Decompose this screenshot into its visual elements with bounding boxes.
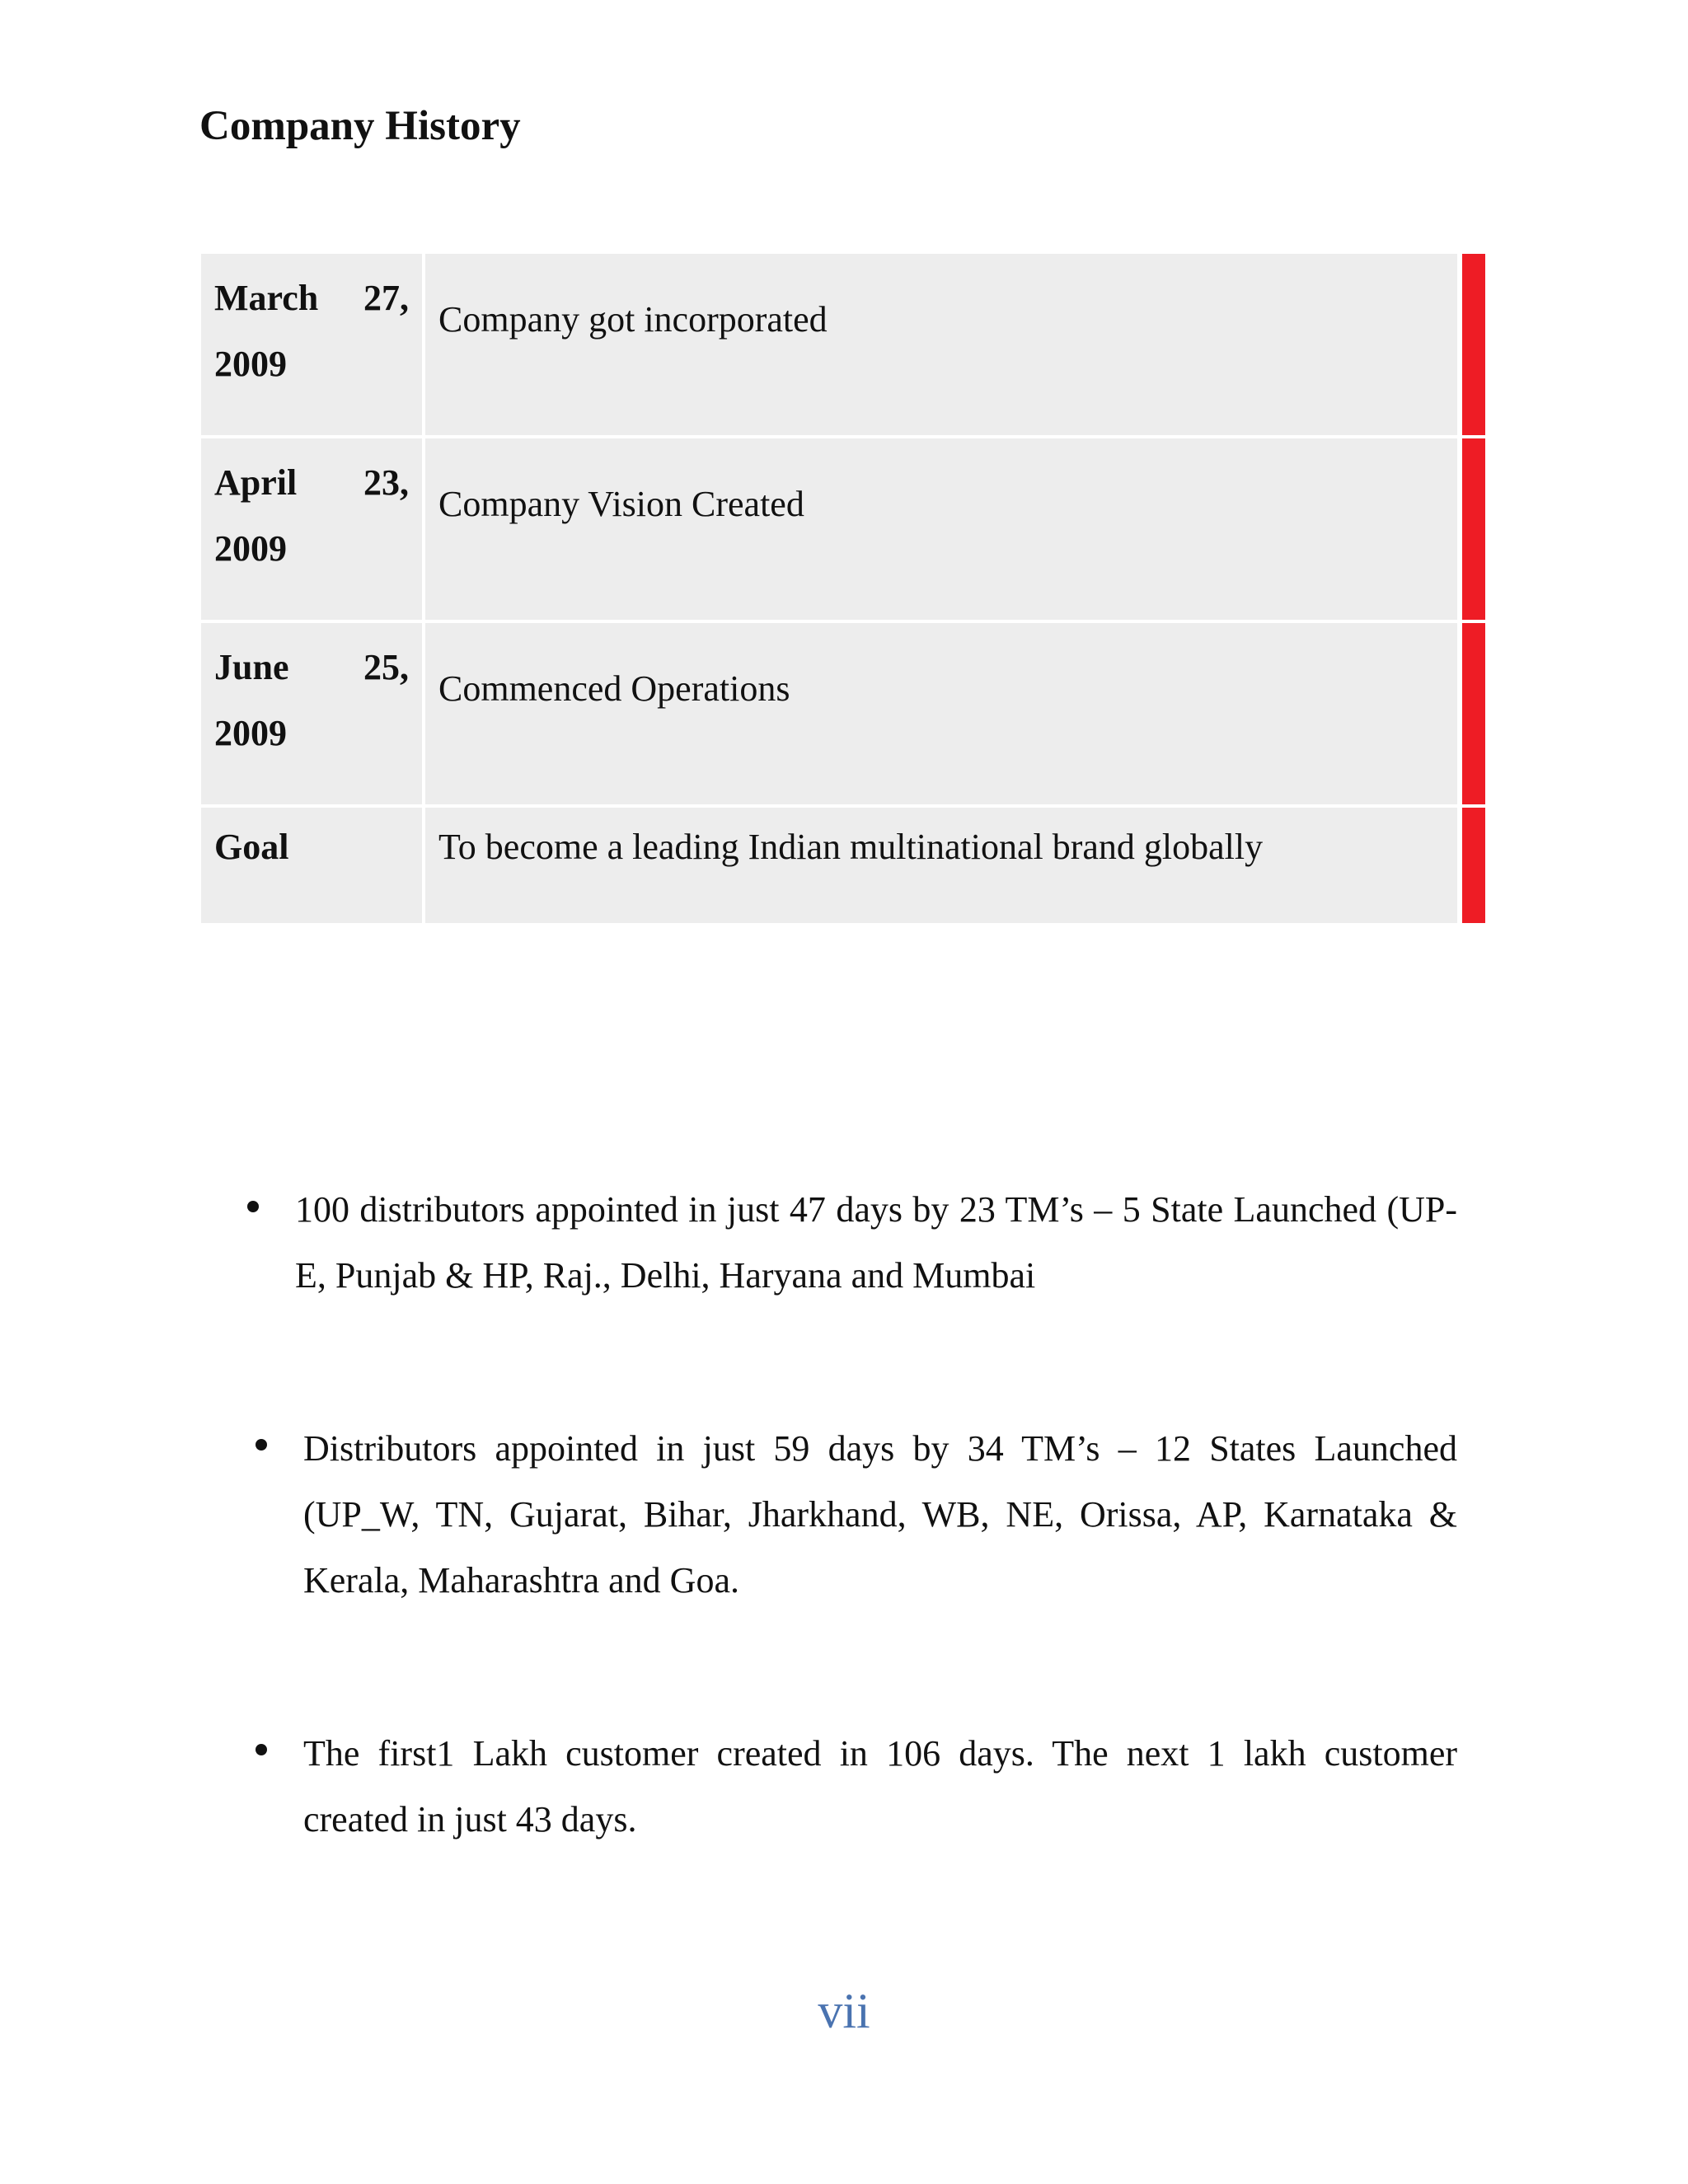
history-date: March 27, 2009 bbox=[201, 254, 422, 435]
history-date: June 25, 2009 bbox=[201, 623, 422, 804]
history-row bbox=[201, 438, 1492, 620]
accent-bar bbox=[1462, 438, 1485, 620]
bullet-item: 100 distributors appointed in just 47 days by 23 TM’s – 5 State Launched (UP-E, Punjab & HP, Raj., Delhi, Haryana and Mumbai bbox=[295, 1189, 1457, 1296]
bullet-dot bbox=[256, 1439, 267, 1451]
history-event: Company Vision Created bbox=[425, 438, 1457, 620]
bullet-item: Distributors appointed in just 59 days by 34 TM’s – 12 States Launched (UP_W, TN, Gujarat, Bihar, Jharkhand, WB, NE, Orissa, AP, Karnataka & Kerala, Maharashtra and Goa. bbox=[303, 1428, 1457, 1601]
accent-bar bbox=[1462, 623, 1485, 804]
history-row bbox=[201, 808, 1492, 923]
accent-bar bbox=[1462, 808, 1485, 923]
history-event: Commenced Operations bbox=[425, 623, 1457, 804]
history-row bbox=[201, 623, 1492, 804]
history-date: Goal bbox=[201, 808, 422, 923]
history-event: Company got incorporated bbox=[425, 254, 1457, 435]
history-row bbox=[201, 254, 1492, 435]
history-event: To become a leading Indian multinational brand globally bbox=[425, 808, 1457, 923]
bullet-item: The first1 Lakh customer created in 106 days. The next 1 lakh customer created in just 43 days. bbox=[303, 1733, 1457, 1840]
bullet-dot bbox=[247, 1201, 259, 1212]
page-number: vii bbox=[818, 1984, 870, 2038]
history-date: April 23, 2009 bbox=[201, 438, 422, 620]
accent-bar bbox=[1462, 254, 1485, 435]
bullet-dot bbox=[256, 1744, 267, 1755]
page-title: Company History bbox=[199, 103, 521, 149]
history-table bbox=[201, 254, 1492, 926]
